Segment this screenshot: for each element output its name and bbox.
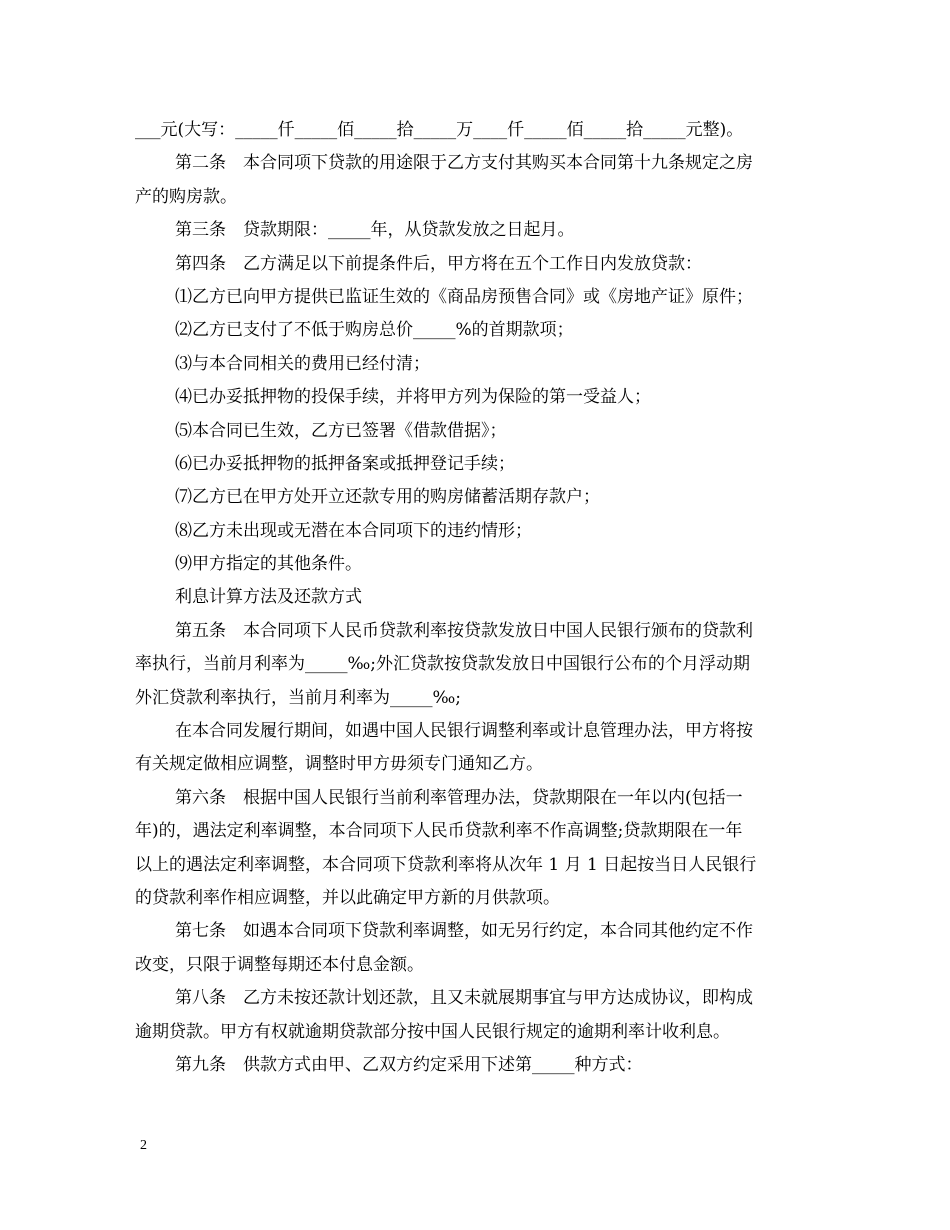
section-heading: 利息计算方法及还款方式 (175, 587, 362, 608)
text-line: ⑺乙方已在甲方处开立还款专用的购房储蓄活期存款户； (175, 487, 600, 508)
text-line: ⑵乙方已支付了不低于购房总价_____%的首期款项； (175, 320, 574, 341)
text-line: 年)的，遇法定利率调整，本合同项下人民币贷款利率不作高调整;贷款期限在一年 (135, 821, 743, 842)
text-line: ⑸本合同已生效，乙方已签署《借款借据》； (175, 420, 507, 441)
text-line: 第九条 供款方式由甲、乙双方约定采用下述第_____种方式： (175, 1054, 643, 1075)
text-line: 第四条 乙方满足以下前提条件后，甲方将在五个工作日内发放贷款： (175, 253, 702, 274)
text-line: 有关规定做相应调整，调整时甲方毋须专门通知乙方。 (135, 754, 543, 775)
text-line: ⑹已办妥抵押物的抵押备案或抵押登记手续； (175, 453, 515, 474)
text-line: 第七条 如遇本合同项下贷款利率调整，如无另行约定，本合同其他约定不作 (175, 921, 753, 942)
text-line: 逾期贷款。甲方有权就逾期贷款部分按中国人民银行规定的逾期利率计收利息。 (135, 1021, 730, 1042)
document-body (135, 114, 825, 1082)
text-line: 改变，只限于调整每期还本付息金额。 (135, 954, 424, 975)
text-line: 在本合同发履行期间，如遇中国人民银行调整利率或计息管理办法，甲方将按 (175, 721, 753, 742)
text-line: ⑶与本合同相关的费用已经付清； (175, 353, 430, 374)
text-line: 产的购房款。 (135, 186, 237, 207)
text-line: ⑴乙方已向甲方提供已监证生效的《商品房预售合同》或《房地产证》原件； (175, 286, 753, 307)
text-line: 第五条 本合同项下人民币贷款利率按贷款发放日中国人民银行颁布的贷款利 (175, 620, 753, 641)
text-line: 的贷款利率作相应调整，并以此确定甲方新的月供款项。 (135, 887, 560, 908)
page-number: 2 (140, 1138, 147, 1153)
text-line: ___元(大写：_____仟_____佰_____拾_____万____仟_____佰_____拾_____元整)。 (135, 120, 744, 140)
text-line: 以上的遇法定利率调整，本合同项下贷款利率将从次年 1 月 1 日起按当日人民银行 (135, 854, 757, 875)
text-line: 第三条 贷款期限：_____年，从贷款发放之日起月。 (175, 220, 575, 241)
text-line: ⑼甲方指定的其他条件。 (175, 554, 362, 575)
text-line: 第六条 根据中国人民银行当前利率管理办法，贷款期限在一年以内(包括一 (175, 787, 743, 808)
text-line: 率执行，当前月利率为_____‰;外汇贷款按贷款发放日中国银行公布的个月浮动期 (135, 654, 751, 675)
text-line: 第二条 本合同项下贷款的用途限于乙方支付其购买本合同第十九条规定之房 (175, 153, 753, 174)
text-line: 外汇贷款利率执行，当前月利率为_____‰; (135, 687, 462, 708)
text-line: ⑷已办妥抵押物的投保手续，并将甲方列为保险的第一受益人； (175, 387, 651, 408)
text-line: ⑻乙方未出现或无潜在本合同项下的违约情形； (175, 520, 532, 541)
text-line: 第八条 乙方未按还款计划还款，且又未就展期事宜与甲方达成协议，即构成 (175, 988, 753, 1009)
